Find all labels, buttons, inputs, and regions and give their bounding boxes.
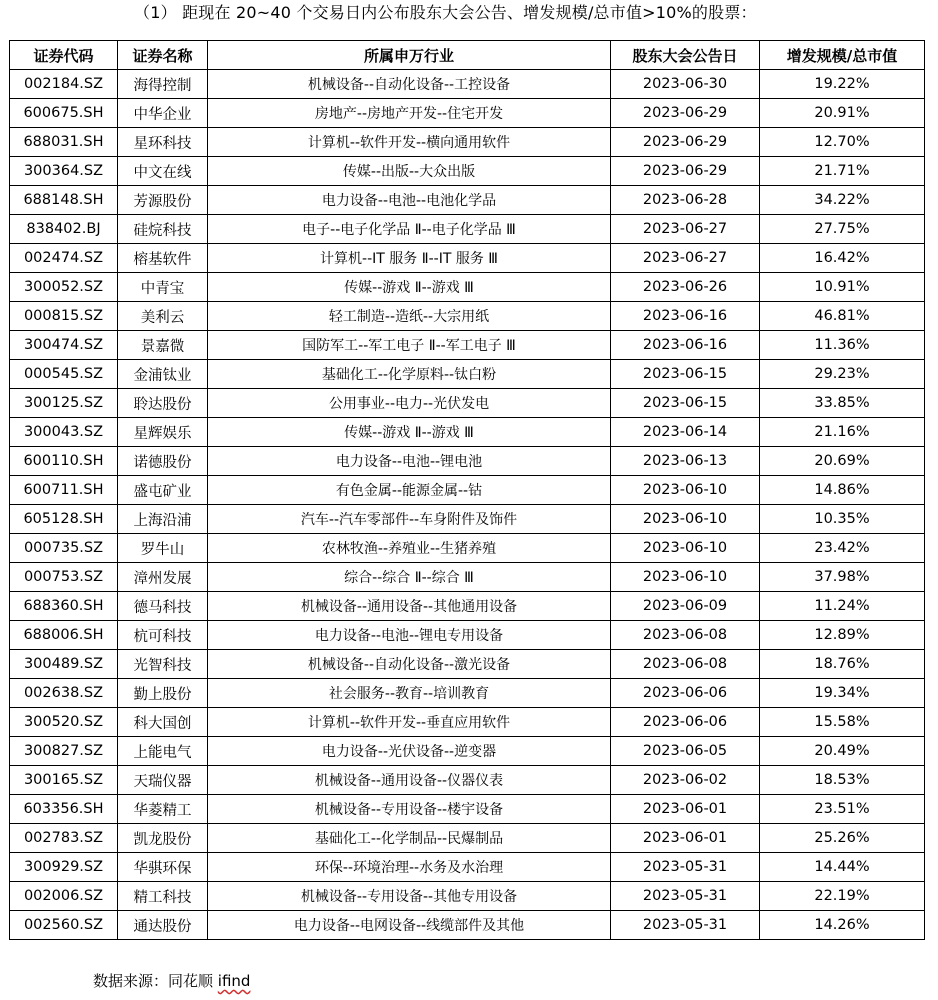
table-row: [10, 563, 925, 592]
cell-name: 景嘉微: [118, 331, 208, 360]
cell-date: 2023-06-26: [611, 273, 760, 302]
table-row: [10, 505, 925, 534]
table-row: [10, 186, 925, 215]
cell-code: 002184.SZ: [10, 70, 118, 99]
cell-code: 688360.SH: [10, 592, 118, 621]
cell-ratio: 15.58%: [760, 708, 925, 737]
table-row: [10, 302, 925, 331]
cell-date: 2023-06-02: [611, 766, 760, 795]
table-row: [10, 650, 925, 679]
cell-ratio: 34.22%: [760, 186, 925, 215]
cell-name: 杭可科技: [118, 621, 208, 650]
cell-ratio: 21.71%: [760, 157, 925, 186]
cell-date: 2023-06-29: [611, 157, 760, 186]
cell-ratio: 14.86%: [760, 476, 925, 505]
table-row: [10, 447, 925, 476]
table-row: [10, 128, 925, 157]
table-row: [10, 99, 925, 128]
cell-code: 605128.SH: [10, 505, 118, 534]
cell-industry: 电力设备--电网设备--线缆部件及其他: [208, 911, 611, 940]
cell-code: 000753.SZ: [10, 563, 118, 592]
cell-name: 诺德股份: [118, 447, 208, 476]
cell-date: 2023-06-27: [611, 244, 760, 273]
table-row: [10, 621, 925, 650]
cell-ratio: 19.34%: [760, 679, 925, 708]
cell-ratio: 46.81%: [760, 302, 925, 331]
table-row: [10, 853, 925, 882]
table-row: [10, 824, 925, 853]
cell-code: 300043.SZ: [10, 418, 118, 447]
table-header-row: [10, 41, 925, 70]
cell-code: 600675.SH: [10, 99, 118, 128]
cell-name: 盛屯矿业: [118, 476, 208, 505]
cell-name: 海得控制: [118, 70, 208, 99]
cell-code: 000815.SZ: [10, 302, 118, 331]
cell-date: 2023-06-29: [611, 99, 760, 128]
cell-code: 600711.SH: [10, 476, 118, 505]
cell-ratio: 20.69%: [760, 447, 925, 476]
cell-name: 星环科技: [118, 128, 208, 157]
cell-name: 榕基软件: [118, 244, 208, 273]
table-row: [10, 679, 925, 708]
cell-ratio: 20.91%: [760, 99, 925, 128]
cell-ratio: 16.42%: [760, 244, 925, 273]
cell-industry: 机械设备--专用设备--楼宇设备: [208, 795, 611, 824]
cell-code: 688148.SH: [10, 186, 118, 215]
cell-name: 上能电气: [118, 737, 208, 766]
cell-industry: 机械设备--通用设备--仪器仪表: [208, 766, 611, 795]
cell-date: 2023-05-31: [611, 911, 760, 940]
cell-code: 002560.SZ: [10, 911, 118, 940]
cell-industry: 轻工制造--造纸--大宗用纸: [208, 302, 611, 331]
cell-industry: 电力设备--电池--电池化学品: [208, 186, 611, 215]
cell-ratio: 10.91%: [760, 273, 925, 302]
cell-date: 2023-06-16: [611, 302, 760, 331]
cell-code: 300474.SZ: [10, 331, 118, 360]
cell-ratio: 18.76%: [760, 650, 925, 679]
cell-industry: 基础化工--化学制品--民爆制品: [208, 824, 611, 853]
cell-name: 罗牛山: [118, 534, 208, 563]
cell-code: 300827.SZ: [10, 737, 118, 766]
cell-industry: 机械设备--专用设备--其他专用设备: [208, 882, 611, 911]
header-name: 证券名称: [118, 41, 208, 70]
cell-industry: 计算机--软件开发--横向通用软件: [208, 128, 611, 157]
cell-ratio: 14.26%: [760, 911, 925, 940]
cell-industry: 电力设备--光伏设备--逆变器: [208, 737, 611, 766]
cell-name: 科大国创: [118, 708, 208, 737]
cell-industry: 社会服务--教育--培训教育: [208, 679, 611, 708]
cell-industry: 机械设备--通用设备--其他通用设备: [208, 592, 611, 621]
cell-industry: 农林牧渔--养殖业--生猪养殖: [208, 534, 611, 563]
cell-date: 2023-06-15: [611, 360, 760, 389]
cell-ratio: 19.22%: [760, 70, 925, 99]
cell-code: 300165.SZ: [10, 766, 118, 795]
table-row: [10, 795, 925, 824]
table-row: [10, 534, 925, 563]
cell-date: 2023-06-16: [611, 331, 760, 360]
cell-date: 2023-06-10: [611, 476, 760, 505]
cell-date: 2023-06-27: [611, 215, 760, 244]
header-industry: 所属申万行业: [208, 41, 611, 70]
cell-ratio: 20.49%: [760, 737, 925, 766]
stock-table: [9, 40, 925, 940]
table-row: [10, 215, 925, 244]
cell-date: 2023-06-09: [611, 592, 760, 621]
cell-ratio: 18.53%: [760, 766, 925, 795]
cell-name: 中华企业: [118, 99, 208, 128]
cell-name: 凯龙股份: [118, 824, 208, 853]
cell-name: 中青宝: [118, 273, 208, 302]
cell-code: 002638.SZ: [10, 679, 118, 708]
table-row: [10, 70, 925, 99]
table-row: [10, 708, 925, 737]
cell-industry: 传媒--游戏 Ⅱ--游戏 Ⅲ: [208, 273, 611, 302]
cell-date: 2023-06-10: [611, 505, 760, 534]
cell-industry: 计算机--IT 服务 Ⅱ--IT 服务 Ⅲ: [208, 244, 611, 273]
cell-name: 金浦钛业: [118, 360, 208, 389]
cell-name: 天瑞仪器: [118, 766, 208, 795]
table-caption: （1） 距现在 20~40 个交易日内公布股东大会公告、增发规模/总市值>10%的股票：: [134, 3, 757, 22]
cell-date: 2023-06-13: [611, 447, 760, 476]
cell-date: 2023-06-01: [611, 795, 760, 824]
table-row: [10, 766, 925, 795]
cell-industry: 公用事业--电力--光伏发电: [208, 389, 611, 418]
cell-code: 603356.SH: [10, 795, 118, 824]
table-row: [10, 157, 925, 186]
cell-industry: 汽车--汽车零部件--车身附件及饰件: [208, 505, 611, 534]
cell-code: 300125.SZ: [10, 389, 118, 418]
cell-code: 002006.SZ: [10, 882, 118, 911]
cell-name: 美利云: [118, 302, 208, 331]
cell-ratio: 21.16%: [760, 418, 925, 447]
table-row: [10, 389, 925, 418]
header-ratio: 增发规模/总市值: [760, 41, 925, 70]
cell-ratio: 37.98%: [760, 563, 925, 592]
cell-industry: 基础化工--化学原料--钛白粉: [208, 360, 611, 389]
cell-name: 华菱精工: [118, 795, 208, 824]
table-row: [10, 882, 925, 911]
cell-name: 精工科技: [118, 882, 208, 911]
cell-industry: 电子--电子化学品 Ⅱ--电子化学品 Ⅲ: [208, 215, 611, 244]
cell-name: 中文在线: [118, 157, 208, 186]
cell-date: 2023-06-28: [611, 186, 760, 215]
cell-ratio: 11.24%: [760, 592, 925, 621]
cell-name: 德马科技: [118, 592, 208, 621]
cell-ratio: 25.26%: [760, 824, 925, 853]
cell-ratio: 23.42%: [760, 534, 925, 563]
table-row: [10, 360, 925, 389]
cell-industry: 传媒--游戏 Ⅱ--游戏 Ⅲ: [208, 418, 611, 447]
cell-ratio: 33.85%: [760, 389, 925, 418]
table-row: [10, 418, 925, 447]
cell-industry: 综合--综合 Ⅱ--综合 Ⅲ: [208, 563, 611, 592]
cell-industry: 国防军工--军工电子 Ⅱ--军工电子 Ⅲ: [208, 331, 611, 360]
cell-code: 600110.SH: [10, 447, 118, 476]
cell-date: 2023-06-08: [611, 621, 760, 650]
cell-code: 300052.SZ: [10, 273, 118, 302]
cell-name: 光智科技: [118, 650, 208, 679]
cell-industry: 有色金属--能源金属--钴: [208, 476, 611, 505]
data-source-brand: ifind: [217, 972, 251, 990]
table-row: [10, 737, 925, 766]
cell-industry: 计算机--软件开发--垂直应用软件: [208, 708, 611, 737]
table-row: [10, 244, 925, 273]
cell-industry: 机械设备--自动化设备--激光设备: [208, 650, 611, 679]
cell-ratio: 11.36%: [760, 331, 925, 360]
table-body: [10, 70, 925, 940]
table-row: [10, 592, 925, 621]
cell-code: 000545.SZ: [10, 360, 118, 389]
data-source-note: [93, 971, 250, 991]
cell-date: 2023-06-15: [611, 389, 760, 418]
cell-industry: 房地产--房地产开发--住宅开发: [208, 99, 611, 128]
data-source-prefix: 数据来源：同花顺: [93, 972, 218, 990]
cell-date: 2023-05-31: [611, 853, 760, 882]
cell-ratio: 12.89%: [760, 621, 925, 650]
cell-name: 通达股份: [118, 911, 208, 940]
cell-ratio: 29.23%: [760, 360, 925, 389]
cell-code: 002783.SZ: [10, 824, 118, 853]
cell-code: 300364.SZ: [10, 157, 118, 186]
cell-name: 硅烷科技: [118, 215, 208, 244]
cell-name: 芳源股份: [118, 186, 208, 215]
cell-date: 2023-06-29: [611, 128, 760, 157]
cell-ratio: 14.44%: [760, 853, 925, 882]
cell-date: 2023-06-10: [611, 563, 760, 592]
cell-code: 300929.SZ: [10, 853, 118, 882]
cell-name: 华骐环保: [118, 853, 208, 882]
cell-ratio: 22.19%: [760, 882, 925, 911]
cell-industry: 环保--环境治理--水务及水治理: [208, 853, 611, 882]
cell-code: 300520.SZ: [10, 708, 118, 737]
header-code: 证券代码: [10, 41, 118, 70]
cell-code: 838402.BJ: [10, 215, 118, 244]
cell-date: 2023-06-08: [611, 650, 760, 679]
cell-date: 2023-06-14: [611, 418, 760, 447]
cell-date: 2023-06-06: [611, 708, 760, 737]
cell-ratio: 27.75%: [760, 215, 925, 244]
cell-code: 002474.SZ: [10, 244, 118, 273]
cell-name: 漳州发展: [118, 563, 208, 592]
cell-name: 勤上股份: [118, 679, 208, 708]
cell-name: 上海沿浦: [118, 505, 208, 534]
cell-code: 000735.SZ: [10, 534, 118, 563]
cell-ratio: 23.51%: [760, 795, 925, 824]
table-row: [10, 911, 925, 940]
table-row: [10, 331, 925, 360]
cell-industry: 传媒--出版--大众出版: [208, 157, 611, 186]
cell-ratio: 12.70%: [760, 128, 925, 157]
cell-name: 星辉娱乐: [118, 418, 208, 447]
cell-ratio: 10.35%: [760, 505, 925, 534]
cell-date: 2023-06-05: [611, 737, 760, 766]
cell-industry: 电力设备--电池--锂电专用设备: [208, 621, 611, 650]
cell-code: 688031.SH: [10, 128, 118, 157]
cell-code: 688006.SH: [10, 621, 118, 650]
cell-date: 2023-06-10: [611, 534, 760, 563]
cell-date: 2023-05-31: [611, 882, 760, 911]
cell-date: 2023-06-01: [611, 824, 760, 853]
table-row: [10, 273, 925, 302]
cell-industry: 机械设备--自动化设备--工控设备: [208, 70, 611, 99]
cell-date: 2023-06-30: [611, 70, 760, 99]
cell-date: 2023-06-06: [611, 679, 760, 708]
cell-name: 聆达股份: [118, 389, 208, 418]
header-date: 股东大会公告日: [611, 41, 760, 70]
cell-industry: 电力设备--电池--锂电池: [208, 447, 611, 476]
table-row: [10, 476, 925, 505]
cell-code: 300489.SZ: [10, 650, 118, 679]
